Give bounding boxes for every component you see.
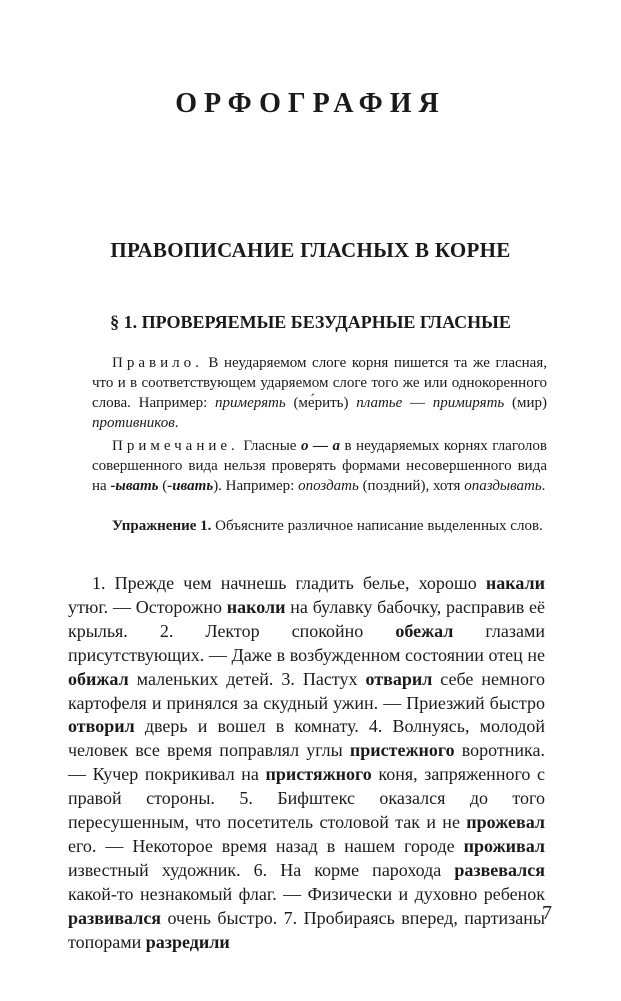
paragraph-title: § 1. ПРОВЕРЯЕМЫЕ БЕЗУДАРНЫЕ ГЛАСНЫЕ — [110, 312, 511, 332]
highlighted-word: проживал — [463, 835, 545, 856]
highlighted-word: пристежного — [349, 740, 455, 761]
note-text: в неударяемых корнях глаголов совершенного вида нельзя проверять формами несовершенного вида на — [92, 438, 547, 494]
note-vowels: о — а — [300, 438, 340, 454]
exercise-text-segment: утюг. — Осторожно — [68, 596, 227, 617]
highlighted-word: отварил — [365, 668, 433, 689]
rule-paragraph — [92, 353, 547, 433]
rule-text: В неударяемом слоге корня пишется та же гласная, что и в соответствующем ударяемом слоге того же или однокоренного слова. Например: — [92, 355, 547, 411]
highlighted-word: развевался — [454, 859, 545, 880]
note-text: ). Например: — [213, 478, 299, 494]
note-text: (поздний), хотя — [358, 478, 465, 494]
highlighted-word: обижал — [68, 668, 129, 689]
rule-text: . — [174, 415, 179, 431]
rule-text: (ме́рить) — [285, 395, 357, 411]
exercise-text-segment: глазами присутствующих. — Даже в возбужденном состоянии отец не — [68, 620, 545, 665]
exercise-text-segment: его. — Некоторое время назад в нашем городе — [68, 835, 464, 856]
exercise-heading — [92, 516, 547, 536]
exercise-label: Упражнение 1. — [112, 518, 212, 534]
exercise-text-segment: воротника. — Кучер покрикивал на — [68, 740, 545, 785]
exercise-text-segment: какой-то незнакомый флаг. — Физически и духовно ребенок — [68, 883, 545, 904]
rule-text: — — [402, 395, 433, 411]
note-example: опоздать — [298, 478, 359, 494]
highlighted-word: пристяжного — [265, 764, 372, 785]
note-label: Примечание. — [112, 438, 239, 454]
exercise-text-segment: 1. Прежде чем начнешь гладить белье, хорошо — [92, 573, 486, 593]
rule-label: Правило. — [112, 355, 203, 371]
note-text: Гласные — [238, 438, 301, 454]
rule-example: примерять — [215, 395, 286, 411]
note-text: . — [541, 478, 546, 494]
exercise-instruction: Объясните различное написание выделенных слов. — [211, 518, 543, 534]
note-example: опаздывать — [464, 478, 542, 494]
exercise-text-segment: на булавку бабочку, расправив её крылья. 2. Лектор спокойно — [68, 596, 545, 641]
exercise-text-segment: маленьких детей. 3. Пастух — [128, 668, 366, 689]
note-suffix: -ывать — [110, 478, 159, 494]
exercise-text-segment: очень быстро. 7. Пробираясь вперед, партизаны топорами — [68, 907, 545, 952]
part-title: ОРФОГРАФИЯ — [175, 88, 446, 119]
rule-example: платье — [356, 395, 403, 411]
highlighted-word: развивался — [68, 907, 162, 928]
highlighted-word: накали — [485, 573, 545, 593]
rule-example: противников — [92, 415, 175, 431]
highlighted-word: прожевал — [466, 812, 545, 833]
note-suffix: -ивать — [167, 478, 214, 494]
highlighted-word: отворил — [68, 716, 135, 737]
highlighted-word: разредили — [145, 931, 230, 952]
rule-example: примирять — [432, 395, 505, 411]
exercise-text-segment: дверь и вошел в комнату. 4. Волнуясь, молодой человек все время поправлял углы — [68, 716, 545, 761]
note-text: ( — [158, 478, 168, 494]
highlighted-word: наколи — [226, 596, 286, 617]
exercise-text — [68, 572, 545, 955]
section-title: ПРАВОПИСАНИЕ ГЛАСНЫХ В КОРНЕ — [110, 238, 511, 262]
exercise-text-segment: коня, запряженного с правой стороны. 5. Бифштекс оказался до того пересушенным, что посетитель столовой так и не — [68, 764, 545, 833]
exercise-text-segment: известный художник. 6. На корме парохода — [68, 859, 455, 880]
page-number: 7 — [542, 902, 552, 924]
note-paragraph — [92, 436, 547, 496]
rule-text: (мир) — [504, 395, 547, 411]
exercise-text-segment: себе немного картофеля и принялся за скудный ужин. — Приезжий быстро — [68, 668, 545, 713]
rule-block — [92, 353, 547, 496]
highlighted-word: обежал — [395, 620, 454, 641]
